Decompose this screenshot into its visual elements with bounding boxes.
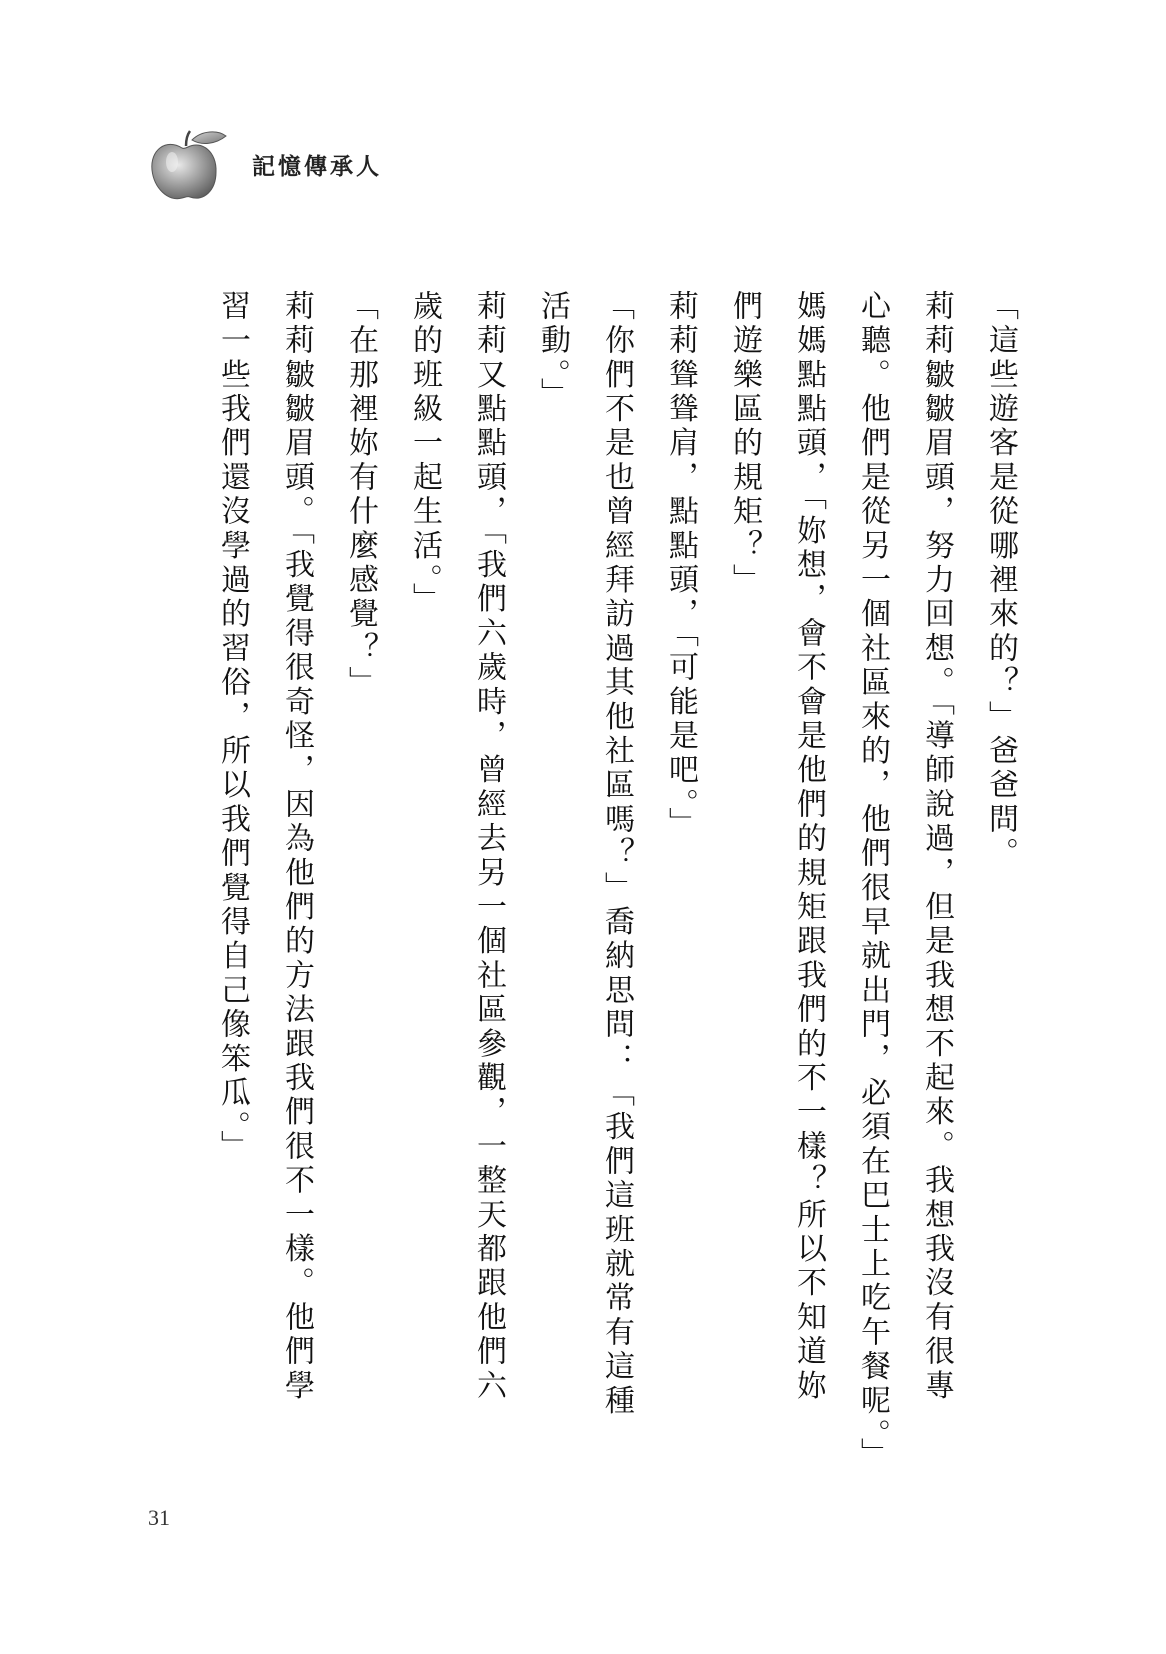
text-column: 習一些我們還沒學過的習俗，所以我們覺得自己像笨瓜。」	[215, 290, 250, 1165]
running-header	[150, 128, 550, 208]
text-column: 歲的班級一起生活。」	[407, 290, 442, 617]
text-column: 「你們不是也曾經拜訪過其他社區嗎？」喬納思問：「我們這班就常有這種	[599, 290, 634, 1419]
text-column: 心聽。他們是從另一個社區來的，他們很早就出門，必須在巴士上吃午餐呢。」	[855, 290, 890, 1472]
text-column: 「在那裡妳有什麼感覺？」	[343, 290, 378, 701]
apple-icon	[150, 128, 232, 202]
text-column: 們遊樂區的規矩？」	[727, 290, 762, 598]
text-column: 媽媽點點頭，「妳想，會不會是他們的規矩跟我們的不一樣？所以不知道妳	[791, 290, 826, 1404]
vertical-text-body	[160, 290, 1020, 1530]
text-column: 活動。」	[535, 290, 570, 412]
text-column: 莉莉又點點頭，「我們六歲時，曾經去另一個社區參觀，一整天都跟他們六	[471, 290, 506, 1404]
text-column: 莉莉聳聳肩，點點頭，「可能是吧。」	[663, 290, 698, 842]
text-column: 「這些遊客是從哪裡來的？」爸爸問。	[983, 290, 1018, 872]
text-column: 莉莉皺皺眉頭，努力回想。「導師說過，但是我想不起來。我想我沒有很專	[919, 290, 954, 1404]
text-column: 莉莉皺皺眉頭。「我覺得很奇怪，因為他們的方法跟我們很不一樣。他們學	[279, 290, 314, 1404]
page-number: 31	[148, 1505, 170, 1530]
book-title: 記憶傳承人	[252, 154, 382, 180]
